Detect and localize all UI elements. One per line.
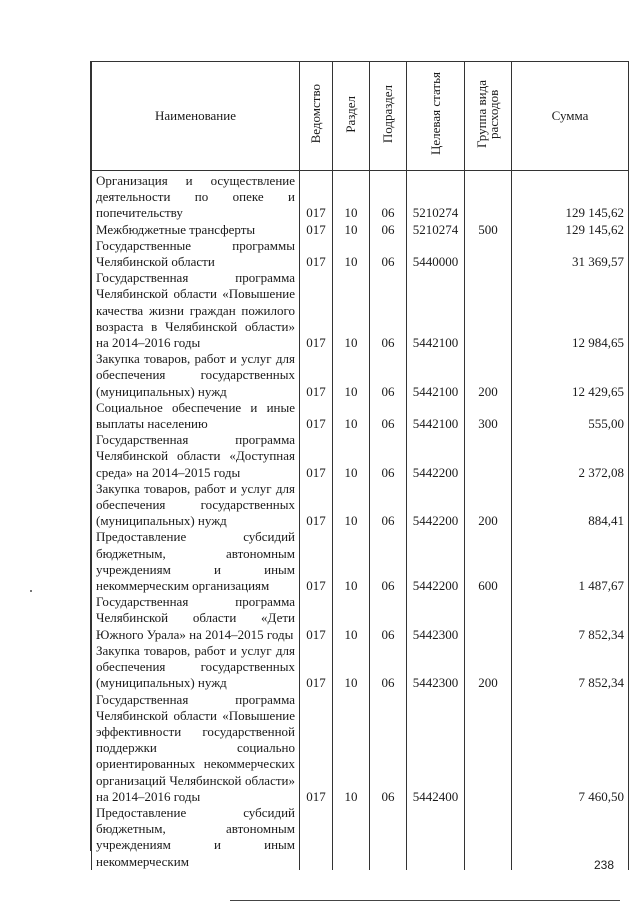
row-gruppa [465,692,512,805]
row-celevaya-statya: 5210274 [407,222,465,238]
row-razdel: 10 [333,481,370,530]
row-podrazdel: 06 [370,432,407,481]
row-celevaya-statya: 5442100 [407,270,465,351]
row-razdel: 10 [333,238,370,270]
row-vedomstvo: 017 [300,238,333,270]
header-razdel: Раздел [333,62,370,171]
table-row [92,643,629,692]
row-name: Государственная программа Челябинской области «Повышение качества жизни граждан пожилого возраста в Челябинской области» на 2014–2016 годы [92,270,300,351]
table-row [92,400,629,432]
row-gruppa: 300 [465,400,512,432]
row-podrazdel: 06 [370,643,407,692]
row-razdel: 10 [333,692,370,805]
row-summa: 31 369,57 [512,238,629,270]
row-name: Государственная программа Челябинской области «Дети Южного Урала» на 2014–2015 годы [92,594,300,643]
row-razdel: 10 [333,643,370,692]
row-name: Предоставление субсидий бюджетным, автономным учреждениям и иным некоммерческим [92,805,300,870]
header-podrazdel: Подраздел [370,62,407,171]
row-vedomstvo: 017 [300,171,333,222]
row-vedomstvo: 017 [300,400,333,432]
row-celevaya-statya: 5210274 [407,171,465,222]
table-row [92,529,629,594]
table-header [92,62,629,171]
row-name: Государственная программа Челябинской области «Повышение эффективности государственной поддержки социально ориентированных некоммерческих организаций Челябинской области» на 2014–2016 годы [92,692,300,805]
row-name: Социальное обеспечение и иные выплаты населению [92,400,300,432]
row-name: Государственная программа Челябинской области «Доступная среда» на 2014–2015 годы [92,432,300,481]
row-gruppa [465,432,512,481]
row-summa: 2 372,08 [512,432,629,481]
row-name: Организация и осуществление деятельности по опеке и попечительству [92,171,300,222]
row-gruppa [465,238,512,270]
row-gruppa: 600 [465,529,512,594]
row-vedomstvo [300,805,333,870]
row-podrazdel: 06 [370,222,407,238]
row-podrazdel: 06 [370,400,407,432]
header-row [92,62,629,171]
table-row [92,692,629,805]
table-row [92,222,629,238]
row-razdel: 10 [333,529,370,594]
row-summa: 129 145,62 [512,171,629,222]
row-razdel: 10 [333,400,370,432]
row-celevaya-statya: 5442300 [407,594,465,643]
table-row [92,351,629,400]
row-podrazdel: 06 [370,692,407,805]
row-celevaya-statya: 5442200 [407,529,465,594]
row-celevaya-statya: 5442400 [407,692,465,805]
table-row [92,238,629,270]
row-name: Предоставление субсидий бюджетным, автономным учреждениям и иным некоммерческим организациям [92,529,300,594]
margin-mark [30,590,32,592]
table-row [92,805,629,870]
row-vedomstvo: 017 [300,222,333,238]
row-vedomstvo: 017 [300,643,333,692]
row-gruppa: 200 [465,643,512,692]
row-podrazdel: 06 [370,594,407,643]
row-podrazdel: 06 [370,270,407,351]
table-row [92,481,629,530]
row-razdel: 10 [333,222,370,238]
row-gruppa [465,594,512,643]
header-celevaya-statya: Целевая статья [407,62,465,171]
row-name: Государственные программы Челябинской области [92,238,300,270]
table-row [92,594,629,643]
row-gruppa [465,270,512,351]
row-podrazdel: 06 [370,529,407,594]
row-summa: 129 145,62 [512,222,629,238]
row-razdel: 10 [333,594,370,643]
row-name: Межбюджетные трансферты [92,222,300,238]
page-number: 238 [593,858,614,872]
row-vedomstvo: 017 [300,529,333,594]
bottom-rule [230,900,620,901]
table-body [92,171,629,870]
table-row [92,270,629,351]
budget-table [91,61,629,870]
row-celevaya-statya: 5442200 [407,481,465,530]
table-row [92,171,629,222]
row-razdel [333,805,370,870]
table-row [92,432,629,481]
row-podrazdel: 06 [370,481,407,530]
row-summa: 12 429,65 [512,351,629,400]
row-celevaya-statya: 5442100 [407,351,465,400]
row-summa: 7 852,34 [512,643,629,692]
row-name: Закупка товаров, работ и услуг для обеспечения государственных (муниципальных) нужд [92,351,300,400]
row-name: Закупка товаров, работ и услуг для обеспечения государственных (муниципальных) нужд [92,481,300,530]
row-podrazdel [370,805,407,870]
header-name: Наименование [92,62,300,171]
row-gruppa: 200 [465,351,512,400]
row-celevaya-statya: 5440000 [407,238,465,270]
row-celevaya-statya: 5442100 [407,400,465,432]
row-vedomstvo: 017 [300,351,333,400]
row-razdel: 10 [333,270,370,351]
header-gruppa-vida-rashodov: Группа вида расходов [465,62,512,171]
row-vedomstvo: 017 [300,594,333,643]
header-summa: Сумма [512,62,629,171]
row-name: Закупка товаров, работ и услуг для обеспечения государственных (муниципальных) нужд [92,643,300,692]
row-gruppa [465,171,512,222]
row-celevaya-statya [407,805,465,870]
row-podrazdel: 06 [370,351,407,400]
row-vedomstvo: 017 [300,692,333,805]
row-podrazdel: 06 [370,171,407,222]
row-celevaya-statya: 5442200 [407,432,465,481]
row-summa: 1 487,67 [512,529,629,594]
row-summa: 884,41 [512,481,629,530]
row-summa: 12 984,65 [512,270,629,351]
row-vedomstvo: 017 [300,481,333,530]
row-summa: 555,00 [512,400,629,432]
row-gruppa: 500 [465,222,512,238]
row-vedomstvo: 017 [300,432,333,481]
row-gruppa: 200 [465,481,512,530]
row-gruppa [465,805,512,870]
row-razdel: 10 [333,171,370,222]
row-razdel: 10 [333,351,370,400]
row-summa: 7 460,50 [512,692,629,805]
row-summa: 7 852,34 [512,594,629,643]
header-vedomstvo: Ведомство [300,62,333,171]
row-celevaya-statya: 5442300 [407,643,465,692]
row-podrazdel: 06 [370,238,407,270]
row-razdel: 10 [333,432,370,481]
row-vedomstvo: 017 [300,270,333,351]
